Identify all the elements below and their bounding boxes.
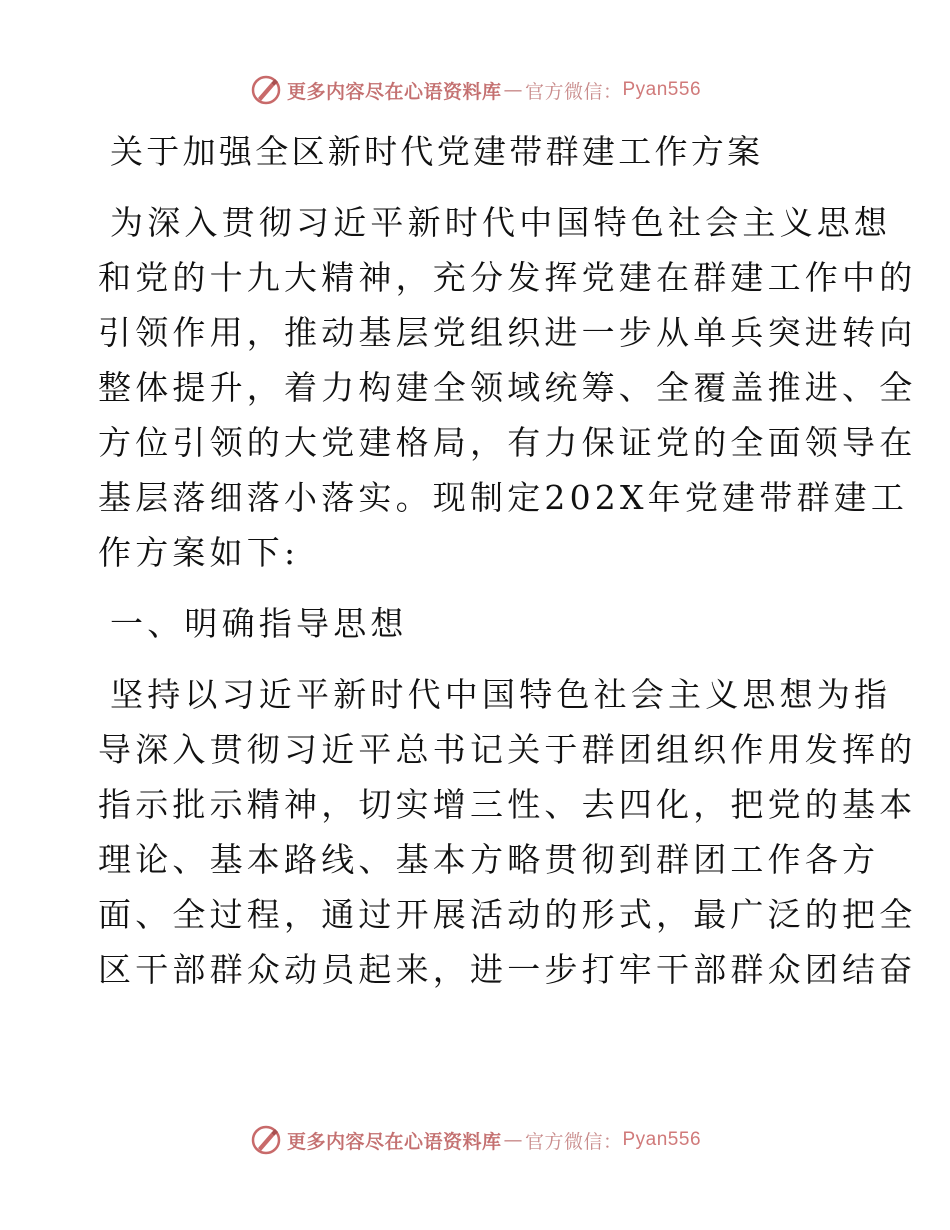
paragraph-line: 基层落细落小落实。现制定202X年党建带群建工 [98, 478, 909, 517]
paragraph-line: 指示批示精神，切实增三性、去四化，把党的基本 [98, 785, 917, 824]
section-1-paragraph [98, 667, 917, 997]
paragraph-line: 区干部群众动员起来，进一步打牢干部群众团结奋 [98, 950, 917, 989]
watermark-footer [0, 1120, 950, 1160]
paragraph-line: 坚持以习近平新时代中国特色社会主义思想为指 [110, 675, 892, 714]
document-title: 关于加强全区新时代党建带群建工作方案 [110, 132, 764, 171]
document-body [98, 124, 917, 997]
paragraph-line: 理论、基本路线、基本方略贯彻到群团工作各方 [98, 840, 880, 879]
paragraph-line: 作方案如下: [98, 533, 300, 572]
paragraph-line: 引领作用，推动基层党组织进一步从单兵突进转向 [98, 313, 917, 352]
paragraph-line: 导深入贯彻习近平总书记关于群团组织作用发挥的 [98, 730, 917, 769]
pen-logo-icon [249, 1123, 283, 1157]
watermark-brand: 更多内容尽在心语资料库 [286, 80, 502, 103]
paragraph-line: 和党的十九大精神，充分发挥党建在群建工作中的 [98, 258, 917, 297]
paragraph-line: 方位引领的大党建格局，有力保证党的全面领导在 [98, 423, 917, 462]
paragraph-line: 为深入贯彻习近平新时代中国特色社会主义思想 [110, 203, 892, 242]
watermark-separator: — [503, 79, 523, 101]
watermark-separator: — [503, 1129, 523, 1151]
paragraph-line: 面、全过程，通过开展活动的形式，最广泛的把全 [98, 895, 917, 934]
paragraph-line: 整体提升，着力构建全领域统筹、全覆盖推进、全 [98, 368, 917, 407]
watermark-header [0, 70, 950, 110]
watermark-contact-id: Pyan556 [622, 1129, 702, 1150]
watermark-contact-id: Pyan556 [622, 79, 702, 100]
watermark-contact-label: 官方微信： [524, 1130, 623, 1153]
watermark-brand: 更多内容尽在心语资料库 [286, 1130, 502, 1153]
watermark-contact-label: 官方微信： [524, 80, 623, 103]
pen-logo-icon [249, 73, 283, 107]
section-heading: 一、明确指导思想 [110, 604, 408, 643]
intro-paragraph [98, 195, 917, 580]
